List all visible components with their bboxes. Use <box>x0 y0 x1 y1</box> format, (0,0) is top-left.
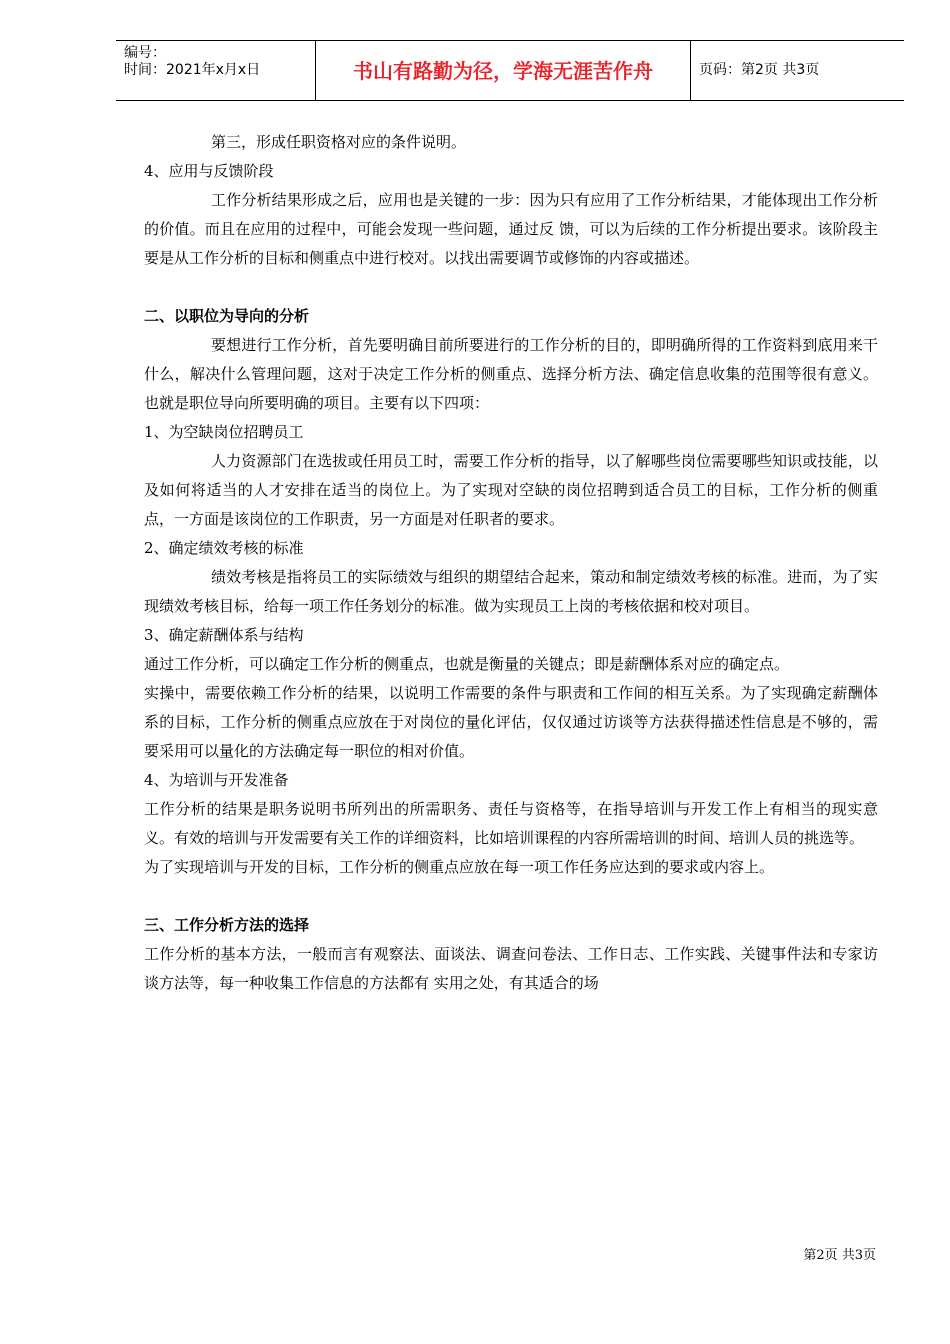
paragraph: 为了实现培训与开发的目标，工作分析的侧重点应放在每一项工作任务应达到的要求或内容上。 <box>144 858 775 876</box>
page-code: 页码：第2页 共3页 <box>699 62 820 78</box>
subsection-heading: 2、确定绩效考核的标准 <box>144 539 304 557</box>
subsection-heading: 4、应用与反馈阶段 <box>144 162 274 180</box>
subsection-heading: 4、为培训与开发准备 <box>144 771 289 789</box>
header-info-cell <box>116 41 316 100</box>
paragraph: 工作分析的结果是职务说明书所列出的所需职务、责任与资格等，在指导培训与开发工作上有相当的现实意义。有效的培训与开发需要有关工作的详细资料，比如培训课程的内容所需培训的时间、培训人员的挑选等。 <box>144 800 878 847</box>
header-motto-cell <box>316 41 691 100</box>
subsection-heading: 3、确定薪酬体系与结构 <box>144 626 304 644</box>
page-footer: 第2页 共3页 <box>803 1248 876 1263</box>
paragraph: 第三，形成任职资格对应的条件说明。 <box>211 133 467 151</box>
number-label: 编号： <box>124 45 166 61</box>
subsection-heading: 1、为空缺岗位招聘员工 <box>144 423 304 441</box>
document-body <box>144 128 878 998</box>
header-page-cell <box>691 41 904 100</box>
spacer <box>144 882 878 911</box>
paragraph: 绩效考核是指将员工的实际绩效与组织的期望结合起来，策动和制定绩效考核的标准。进而，为了实现绩效考核目标，给每一项工作任务划分的标准。做为实现员工上岗的考核依据和校对项目。 <box>144 568 878 615</box>
paragraph: 工作分析的基本方法，一般而言有观察法、面谈法、调查问卷法、工作日志、工作实践、关键事件法和专家访谈方法等，每一种收集工作信息的方法都有 实用之处，有其适合的场 <box>144 945 878 992</box>
paragraph: 通过工作分析，可以确定工作分析的侧重点，也就是衡量的关键点；即是薪酬体系对应的确定点。 <box>144 655 790 673</box>
section-heading: 二、以职位为导向的分析 <box>144 307 310 325</box>
paragraph: 人力资源部门在选拔或任用员工时，需要工作分析的指导，以了解哪些岗位需要哪些知识或技能，以及如何将适当的人才安排在适当的岗位上。为了实现对空缺的岗位招聘到适合员工的目标，工作分析的侧重点，一方面是该岗位的工作职责，另一方面是对任职者的要求。 <box>144 452 878 528</box>
header-motto: 书山有路勤为径，学海无涯苦作舟 <box>353 59 653 83</box>
spacer <box>144 273 878 302</box>
section-heading: 三、工作分析方法的选择 <box>144 916 310 934</box>
paragraph: 要想进行工作分析，首先要明确目前所要进行的工作分析的目的，即明确所得的工作资料到底用来干什么，解决什么管理问题，这对于决定工作分析的侧重点、选择分析方法、确定信息收集的范围等很有意义。也就是职位导向所要明确的项目。主要有以下四项： <box>144 336 878 412</box>
paragraph: 工作分析结果形成之后，应用也是关键的一步：因为只有应用了工作分析结果，才能体现出工作分析的价值。而且在应用的过程中，可能会发现一些问题，通过反 馈，可以为后续的工作分析提出要求。该阶段主要是从工作分析的目标和侧重点中进行校对。以找出需要调节或修饰的内容或描述。 <box>144 191 878 267</box>
page-header <box>116 40 904 101</box>
paragraph: 实操中，需要依赖工作分析的结果，以说明工作需要的条件与职责和工作间的相互关系。为了实现确定薪酬体系的目标，工作分析的侧重点应放在于对岗位的量化评估，仅仅通过访谈等方法获得描述性信息是不够的，需要采用可以量化的方法确定每一职位的相对价值。 <box>144 684 878 760</box>
time-label: 时间：2021年x月x日 <box>124 62 261 78</box>
